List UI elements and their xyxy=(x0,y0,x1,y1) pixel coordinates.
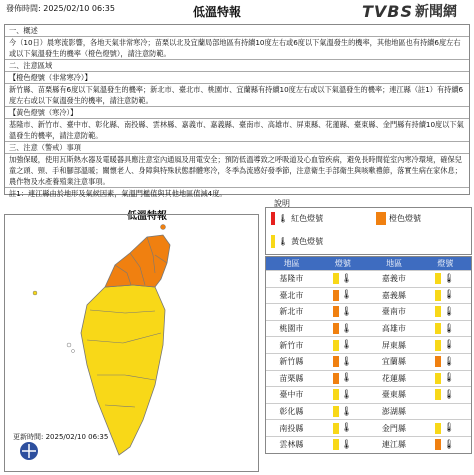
region-name: 臺中市 xyxy=(279,390,304,400)
tvbs-logo xyxy=(362,1,470,21)
yellow-signal-swatch xyxy=(435,306,441,317)
thermometer-icon: 🌡 xyxy=(340,423,353,434)
legend-red: 🌡 紅色燈號 xyxy=(271,212,323,225)
yellow-swatch xyxy=(271,235,275,248)
thermometer-icon: 🌡 xyxy=(340,389,353,400)
signal-cell xyxy=(317,356,369,367)
thermometer-icon: 🌡 xyxy=(278,237,289,246)
grid-row xyxy=(266,386,471,403)
thermometer-icon: 🌡 xyxy=(443,373,455,384)
region-name: 基隆市 xyxy=(279,274,304,284)
yellow-signal-swatch xyxy=(333,273,339,284)
yellow-signal-swatch xyxy=(333,389,339,400)
signal-cell xyxy=(419,290,471,301)
signal-cell xyxy=(419,389,471,400)
thermometer-icon: 🌡 xyxy=(443,423,455,434)
grid-row xyxy=(266,320,471,337)
map-title: 低溫特報 xyxy=(127,211,167,222)
signal-cell xyxy=(317,306,369,317)
signal-cell xyxy=(419,423,471,434)
yellow-signal-swatch xyxy=(435,273,441,284)
grid-row xyxy=(266,403,471,420)
thermometer-icon: 🌡 xyxy=(340,340,353,351)
region-name: 花蓮縣 xyxy=(381,373,406,383)
region-name: 宜蘭縣 xyxy=(381,357,406,367)
thermometer-icon: 🌡 xyxy=(443,290,455,301)
signal-cell xyxy=(317,439,369,450)
region-name: 臺北市 xyxy=(279,290,304,300)
signal-cell xyxy=(317,323,369,334)
grid-row xyxy=(266,270,471,287)
signal-cell xyxy=(317,389,369,400)
thermometer-icon: 🌡 xyxy=(340,356,353,367)
thermometer-icon: 🌡 xyxy=(340,273,353,284)
section-overview-heading: 一、概述 xyxy=(5,25,469,37)
yellow-signal-swatch xyxy=(435,340,441,351)
orange-signal-swatch xyxy=(333,306,339,317)
grid-row xyxy=(266,303,471,320)
legend-orange: 橙色燈號 xyxy=(376,212,421,225)
map-region-orange xyxy=(105,235,170,287)
kinmen-island xyxy=(33,291,37,295)
map-updated-time: 更新時間: 2025/02/10 06:35 xyxy=(13,433,109,441)
thermometer-icon: 🌡 xyxy=(340,323,353,334)
signal-cell xyxy=(419,273,471,284)
orange-swatch xyxy=(376,212,386,225)
orange-signal-swatch xyxy=(333,323,339,334)
orange-signal-swatch xyxy=(333,356,339,367)
signal-cell xyxy=(317,373,369,384)
signal-cell xyxy=(419,439,471,450)
penghu-island xyxy=(67,343,71,347)
legend-title: 說明 xyxy=(274,199,290,208)
signal-cell xyxy=(419,373,471,384)
orange-signal-swatch xyxy=(435,356,441,367)
signal-cell xyxy=(317,340,369,351)
region-name: 桃園市 xyxy=(279,324,304,334)
orange-signal-swatch xyxy=(333,373,339,384)
region-name: 金門縣 xyxy=(381,423,406,433)
section-areas-heading: 二、注意區域 xyxy=(5,60,469,72)
grid-row xyxy=(266,287,471,304)
thermometer-icon: 🌡 xyxy=(340,406,353,417)
signal-cell xyxy=(419,356,471,367)
signal-cell xyxy=(419,340,471,351)
yellow-signal-swatch xyxy=(435,389,441,400)
region-name: 新北市 xyxy=(279,307,304,317)
orange-signal-text: 新竹縣、苗栗縣有6度以下氣溫發生的機率；新北市、臺北市、桃園市、宜蘭縣有持續10度左右或以下氣溫發生的機率；連江縣（註1）有持續6度左右或以下氣溫發生的機率，請注意防範。 xyxy=(5,84,469,107)
overview-text: 今（10日）晨寒流影響，各地天氣非常寒冷；苗栗以北及宜蘭局部地區有持續10度左右或6度以下氣溫發生的機率，其他地區也有持續6度左右或以下氣溫發生的機率（橙色燈號），請注意防範。 xyxy=(5,37,469,60)
region-name: 嘉義縣 xyxy=(381,290,406,300)
matsu-island xyxy=(161,225,166,230)
thermometer-icon: 🌡 xyxy=(443,340,455,351)
caution-text: 加強保暖，使用瓦斯熱水器及電暖器具應注意室內通風及用電安全；預防低溫導致之呼吸道及心血管疾病，避免長時間從室內寒冷環境，確保兒童之頭、頸、手和腳部溫暖；關懷老人、身障與特殊狀態群體寒冷，冬季為流感好發季節，注意衛生手部衛生與咳嗽禮節，落實生病在家休息；農作物及水產養殖業注意事項。 xyxy=(5,154,469,188)
yellow-signal-swatch xyxy=(435,290,441,301)
thermometer-icon: 🌡 xyxy=(443,273,455,284)
section-caution-heading: 三、注意（警戒）事項 xyxy=(5,142,469,154)
yellow-signal-swatch xyxy=(333,340,339,351)
red-swatch xyxy=(271,212,275,225)
region-name: 苗栗縣 xyxy=(279,373,304,383)
publish-time: 發佈時間: 2025/02/10 06:35 xyxy=(6,4,115,13)
legend-yellow: 🌡 黃色燈號 xyxy=(271,235,323,248)
region-name: 雲林縣 xyxy=(279,440,304,450)
grid-row xyxy=(266,419,471,436)
signal-cell xyxy=(317,290,369,301)
region-signal-grid xyxy=(265,256,472,454)
taiwan-map-panel xyxy=(4,214,259,472)
region-name: 新竹市 xyxy=(279,340,304,350)
region-name: 高雄市 xyxy=(381,324,406,334)
region-name: 嘉義市 xyxy=(381,274,406,284)
yellow-signal-swatch xyxy=(333,423,339,434)
thermometer-icon: 🌡 xyxy=(443,306,455,317)
yellow-signal-swatch xyxy=(435,373,441,384)
grid-header: 地區 燈號 地區 燈號 xyxy=(266,257,471,270)
region-name: 澎湖縣 xyxy=(381,407,406,417)
page-title: 低溫特報 xyxy=(193,5,242,19)
orange-signal-swatch xyxy=(435,439,441,450)
thermometer-icon: 🌡 xyxy=(340,290,353,301)
region-name: 彰化縣 xyxy=(279,407,304,417)
region-name: 新竹縣 xyxy=(279,357,304,367)
bulletin-table xyxy=(4,24,470,198)
logo-mark: TVBS xyxy=(362,1,414,21)
footnote: 註1：連江縣由於地形及氣候因素，氣溫門檻值與其他地區值減4度。 xyxy=(9,189,227,198)
thermometer-icon: 🌡 xyxy=(443,356,455,367)
yellow-signal-swatch xyxy=(333,439,339,450)
thermometer-icon: 🌡 xyxy=(443,323,455,334)
orange-signal-swatch xyxy=(333,290,339,301)
thermometer-icon: 🌡 xyxy=(443,389,455,400)
grid-row xyxy=(266,353,471,370)
region-name: 連江縣 xyxy=(381,440,406,450)
yellow-signal-swatch xyxy=(435,423,441,434)
yellow-signal-text: 基隆市、新竹市、臺中市、彰化縣、南投縣、雲林縣、嘉義市、嘉義縣、臺南市、高雄市、屏東縣、花蓮縣、臺東縣、金門縣有持續10度以下氣溫發生的機率，請注意防範。 xyxy=(5,119,469,142)
thermometer-icon: 🌡 xyxy=(340,373,353,384)
signal-cell xyxy=(419,323,471,334)
grid-row xyxy=(266,370,471,387)
header-bar xyxy=(0,0,474,22)
signal-cell xyxy=(317,273,369,284)
thermometer-icon: 🌡 xyxy=(443,439,455,450)
thermometer-icon: 🌡 xyxy=(278,214,289,223)
thermometer-icon: 🌡 xyxy=(340,306,353,317)
region-name: 屏東縣 xyxy=(381,340,406,350)
grid-row xyxy=(266,336,471,353)
region-name: 臺東縣 xyxy=(381,390,406,400)
yellow-signal-swatch xyxy=(333,406,339,417)
yellow-signal-heading: 【黃色燈號（寒冷）】 xyxy=(5,107,469,119)
region-name: 南投縣 xyxy=(279,423,304,433)
signal-cell xyxy=(419,306,471,317)
orange-signal-heading: 【橙色燈號（非常寒冷）】 xyxy=(5,72,469,84)
yellow-signal-swatch xyxy=(435,323,441,334)
region-name: 臺南市 xyxy=(381,307,406,317)
grid-row xyxy=(266,436,471,453)
thermometer-icon: 🌡 xyxy=(340,439,353,450)
signal-cell xyxy=(317,406,369,417)
logo-subtitle: 新聞網 xyxy=(415,4,458,20)
signal-cell xyxy=(317,423,369,434)
